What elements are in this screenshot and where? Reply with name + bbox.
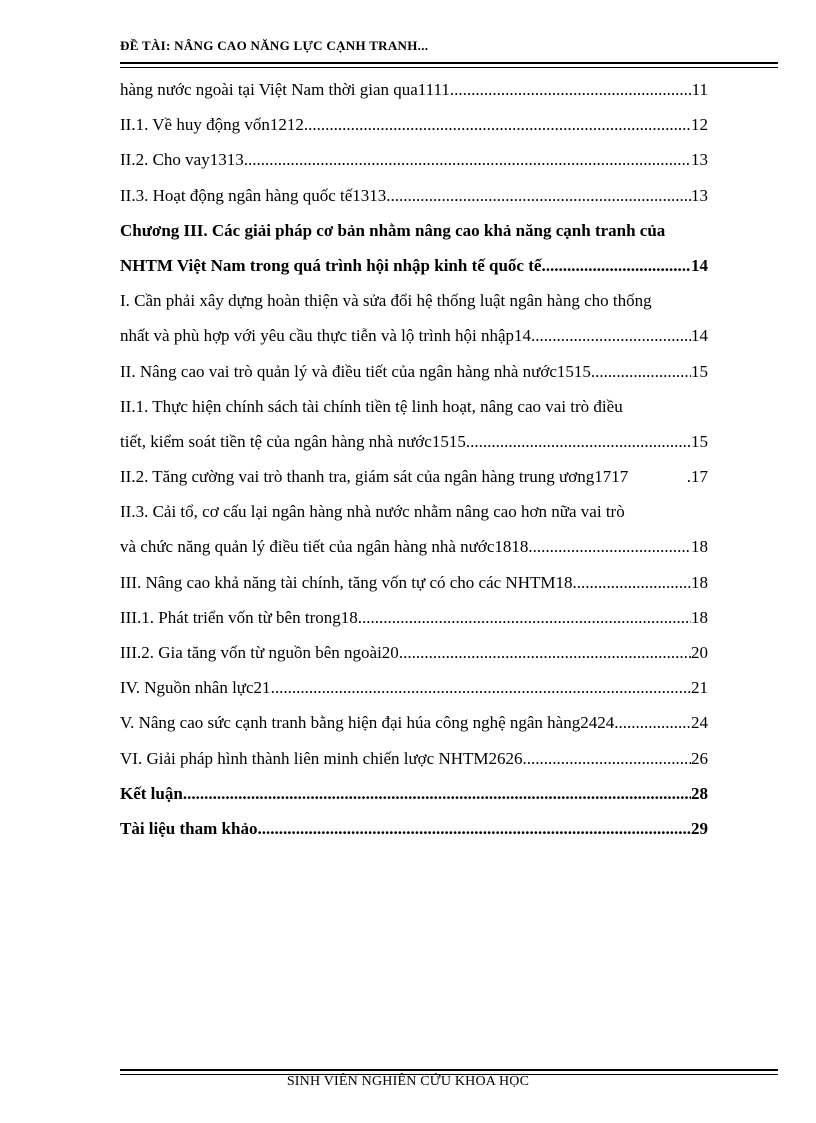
toc-page-number: 24	[691, 713, 708, 733]
toc-dot-leader	[304, 114, 691, 136]
toc-entry	[120, 465, 708, 500]
toc-dot-leader	[531, 325, 691, 347]
toc-entry-title: tiết, kiểm soát tiền tệ của ngân hàng nhà nước1515	[120, 431, 466, 451]
toc-entry-title: III.1. Phát triển vốn từ bên trong18	[120, 607, 358, 627]
toc-page-number: 12	[691, 115, 708, 135]
toc-entry-title: II.1. Thực hiện chính sách tài chính tiền tệ linh hoạt, nâng cao vai trò điều	[120, 396, 623, 416]
toc-entry	[120, 219, 708, 254]
toc-dot-leader	[614, 712, 691, 734]
toc-entry-title: I. Cần phải xây dựng hoàn thiện và sửa đổi hệ thống luật ngân hàng cho thống	[120, 291, 652, 311]
toc-page-number: 21	[691, 678, 708, 698]
toc-dot-leader	[528, 536, 691, 558]
toc-entry	[120, 711, 708, 746]
toc-entry	[120, 817, 708, 852]
toc-page-number: 14	[691, 326, 708, 346]
toc-entry	[120, 535, 708, 570]
toc-entry-title: hàng nước ngoài tại Việt Nam thời gian qua1111	[120, 80, 450, 99]
toc-entry-title: II.2. Cho vay1313	[120, 150, 244, 170]
toc-dot-leader	[183, 783, 691, 805]
toc-entry-title: nhất và phù hợp với yêu cầu thực tiễn và lộ trình hội nhập14	[120, 326, 532, 346]
toc-dot-leader	[386, 185, 691, 207]
toc-dot-leader	[271, 677, 691, 699]
toc-entry	[120, 606, 708, 641]
toc-page-number: 28	[691, 783, 708, 803]
toc-page-number: 18	[691, 572, 708, 592]
toc-dot-leader	[523, 748, 691, 770]
toc-dot-leader	[399, 642, 691, 664]
toc-entry	[120, 324, 708, 359]
toc-entry-title: Chương III. Các giải pháp cơ bản nhằm nâng cao khả năng cạnh tranh của	[120, 220, 666, 240]
toc-entry	[120, 360, 708, 395]
document-footer-text: SINH VIÊN NGHIÊN CỨU KHOA HỌC	[286, 1074, 530, 1089]
toc-dot-leader	[450, 79, 692, 101]
toc-entry	[120, 184, 708, 219]
toc-dot-leader	[257, 818, 691, 840]
toc-page-number: 18	[691, 607, 708, 627]
footer-rule-thick	[120, 1069, 778, 1071]
toc-page-number: 18	[691, 537, 708, 557]
toc-entry	[120, 500, 708, 535]
toc-entry-title: và chức năng quản lý điều tiết của ngân hàng nhà nước1818	[120, 537, 529, 557]
document-header-title: ĐỀ TÀI: NÂNG CAO NĂNG LỰC CẠNH TRANH...	[120, 38, 429, 53]
toc-entry	[120, 641, 708, 676]
toc-page-number: 14	[691, 255, 708, 275]
toc-entry-title: NHTM Việt Nam trong quá trình hội nhập kinh tế quốc tế	[120, 255, 542, 275]
toc-page-number: .17	[686, 467, 708, 487]
toc-entry-title: III. Nâng cao khả năng tài chính, tăng vốn tự có cho các NHTM18	[120, 572, 573, 592]
toc-entry-title: II.1. Về huy động vốn1212	[120, 115, 304, 135]
toc-page-number: 15	[691, 361, 708, 381]
table-of-contents	[120, 78, 708, 852]
toc-entry-title: IV. Nguồn nhân lực21	[120, 678, 271, 698]
toc-entry	[120, 254, 708, 289]
toc-entry	[120, 782, 708, 817]
toc-entry-title: Tài liệu tham khảo	[120, 818, 258, 838]
toc-dot-leader	[572, 572, 691, 594]
toc-dot-leader	[541, 255, 691, 277]
toc-entry-title: II.2. Tăng cường vai trò thanh tra, giám sát của ngân hàng trung ương1717	[120, 467, 629, 487]
toc-entry	[120, 78, 708, 113]
toc-entry-title: III.2. Gia tăng vốn từ nguồn bên ngoài20	[120, 643, 399, 662]
toc-entry	[120, 395, 708, 430]
toc-page-number: 11	[691, 80, 708, 99]
toc-entry-title: II.3. Hoạt động ngân hàng quốc tế1313	[120, 185, 387, 205]
header-rule-thin	[120, 67, 778, 68]
toc-entry-title: II.3. Cải tổ, cơ cấu lại ngân hàng nhà nước nhằm nâng cao hơn nữa vai trò	[120, 502, 625, 522]
toc-page-number: 29	[691, 818, 708, 838]
toc-entry	[120, 148, 708, 183]
header-rule-thick	[120, 62, 778, 64]
toc-dot-leader	[466, 431, 691, 453]
toc-page-number: 15	[691, 431, 708, 451]
toc-entry	[120, 747, 708, 782]
toc-dot-leader	[358, 607, 691, 629]
toc-entry-title: VI. Giải pháp hình thành liên minh chiến lược NHTM2626	[120, 748, 523, 768]
toc-entry-title: Kết luận	[120, 783, 183, 803]
toc-page-number: 13	[691, 150, 708, 170]
toc-entry	[120, 289, 708, 324]
toc-entry	[120, 571, 708, 606]
toc-page-number: 26	[691, 748, 708, 768]
toc-dot-leader	[244, 149, 691, 171]
toc-entry	[120, 676, 708, 711]
toc-dot-leader	[591, 361, 691, 383]
toc-page-number: 13	[691, 185, 708, 205]
toc-entry	[120, 113, 708, 148]
toc-entry	[120, 430, 708, 465]
toc-entry-title: V. Nâng cao sức cạnh tranh bằng hiện đại húa công nghệ ngân hàng2424	[120, 713, 615, 733]
toc-page-number: 20	[691, 643, 708, 662]
toc-entry-title: II. Nâng cao vai trò quản lý và điều tiết của ngân hàng nhà nước1515	[120, 361, 591, 381]
